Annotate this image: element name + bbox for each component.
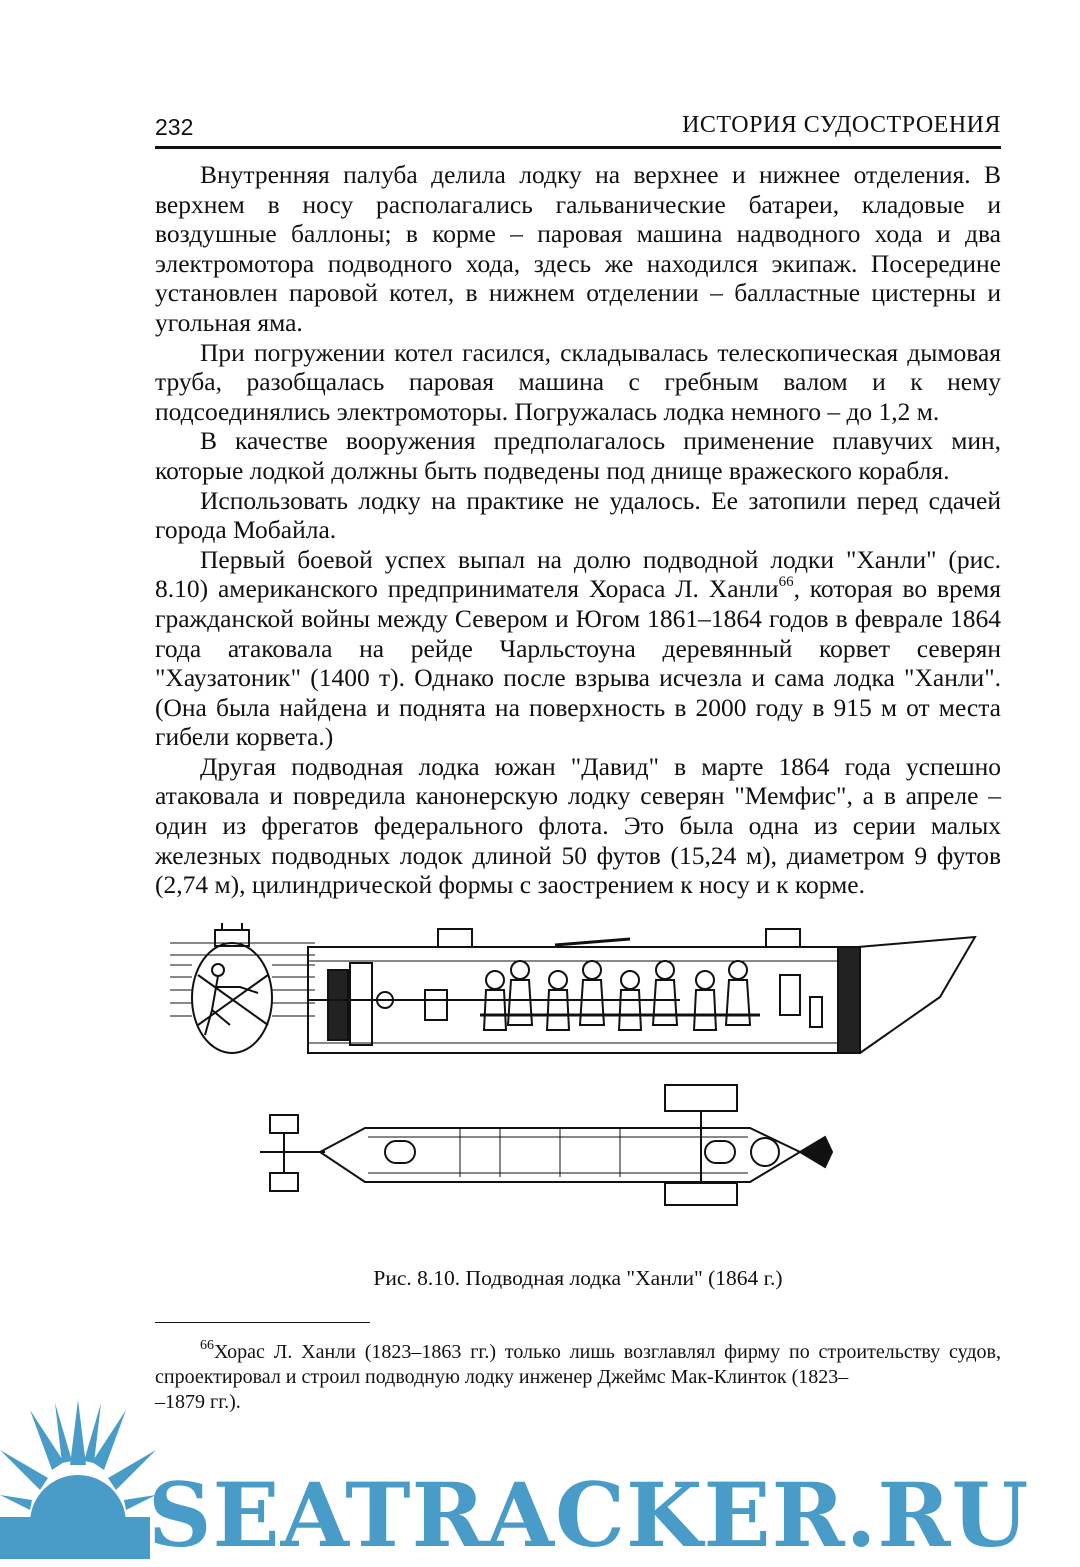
paragraph-3: В качестве вооружения предполагалось применение плавучих мин, которые лодкой должны быть подведены под днище вражеского корабля. bbox=[155, 426, 1001, 485]
crew-figures bbox=[484, 961, 750, 1030]
paragraph-2: При погружении котел гасился, складывалась телескопическая дымовая труба, разобщалась паровая машина с гребным валом и к нему подсоединялись электромоторы. Погружалась лодка немного – до 1,2 м. bbox=[155, 337, 1001, 426]
running-title: ИСТОРИЯ СУДОСТРОЕНИЯ bbox=[682, 112, 1001, 138]
side-profile-view bbox=[308, 929, 975, 1053]
page-number: 232 bbox=[155, 114, 194, 140]
page-header bbox=[155, 110, 1001, 149]
paragraph-5 bbox=[155, 545, 1001, 752]
footnote-text: Хорас Л. Ханли (1823–1863 гг.) только лишь возглавлял фирму по строительству судов, спроектировал и строил подводную лодку инженер Джеймс Мак-Клинток (1823– –1879 гг.). bbox=[155, 1341, 1001, 1413]
body-text bbox=[155, 160, 1001, 900]
submarine-drawings bbox=[160, 915, 995, 1215]
hunley-submarine-figure bbox=[160, 915, 995, 1215]
footnote-reference[interactable]: 66 bbox=[778, 573, 794, 590]
watermark-text: SEATRACKER.RU bbox=[148, 1463, 1030, 1567]
paragraph-4: Использовать лодку на практике не удалось. Ее затопили перед сдачей города Мобайла. bbox=[155, 485, 1001, 545]
footnote-marker: 66 bbox=[200, 1338, 214, 1354]
cross-section-view bbox=[170, 923, 315, 1053]
paragraph-5-part-b: , которая во время гражданской войны между Севером и Югом 1861–1864 годов в феврале 1864 года атаковала на рейде Чарльстоуна деревянный корвет северян "Хаузатоник" (1400 т). Однако после взрыва исчезла и сама лодка "Ханли". (Она была найдена и поднята на поверхность в 2000 году в 915 м от места гибели корвета.) bbox=[155, 574, 1001, 752]
plan-view bbox=[260, 1085, 832, 1205]
paragraph-5-part-a: Первый боевой успех выпал на долю подводной лодки "Ханли" (рис. 8.10) американского предпринимателя Хораса Л. Ханли bbox=[155, 544, 1001, 604]
figure-caption: Рис. 8.10. Подводная лодка "Ханли" (1864 г.) bbox=[373, 1266, 783, 1290]
paragraph-1: Внутренняя палуба делила лодку на верхнее и нижнее отделения. В верхнем в носу располагались гальванические батареи, кладовые и воздушные баллоны; в корме – паровая машина надводного хода и два электромотора подводного хода, здесь же находился экипаж. Посередине установлен паровой котел, в нижнем отделении – балластные цистерны и угольная яма. bbox=[155, 160, 1001, 337]
paragraph-6: Другая подводная лодка южан "Давид" в марте 1864 года успешно атаковала и повредила канонерскую лодку северян "Мемфис", а в апреле – один из фрегатов федерального флота. Это была одна из серии малых железных подводных лодок длиной 50 футов (15,24 м), диаметром 9 футов (2,74 м), цилиндрической формы с заострением к носу и к корме. bbox=[155, 751, 1001, 900]
footnote-divider bbox=[155, 1322, 370, 1323]
